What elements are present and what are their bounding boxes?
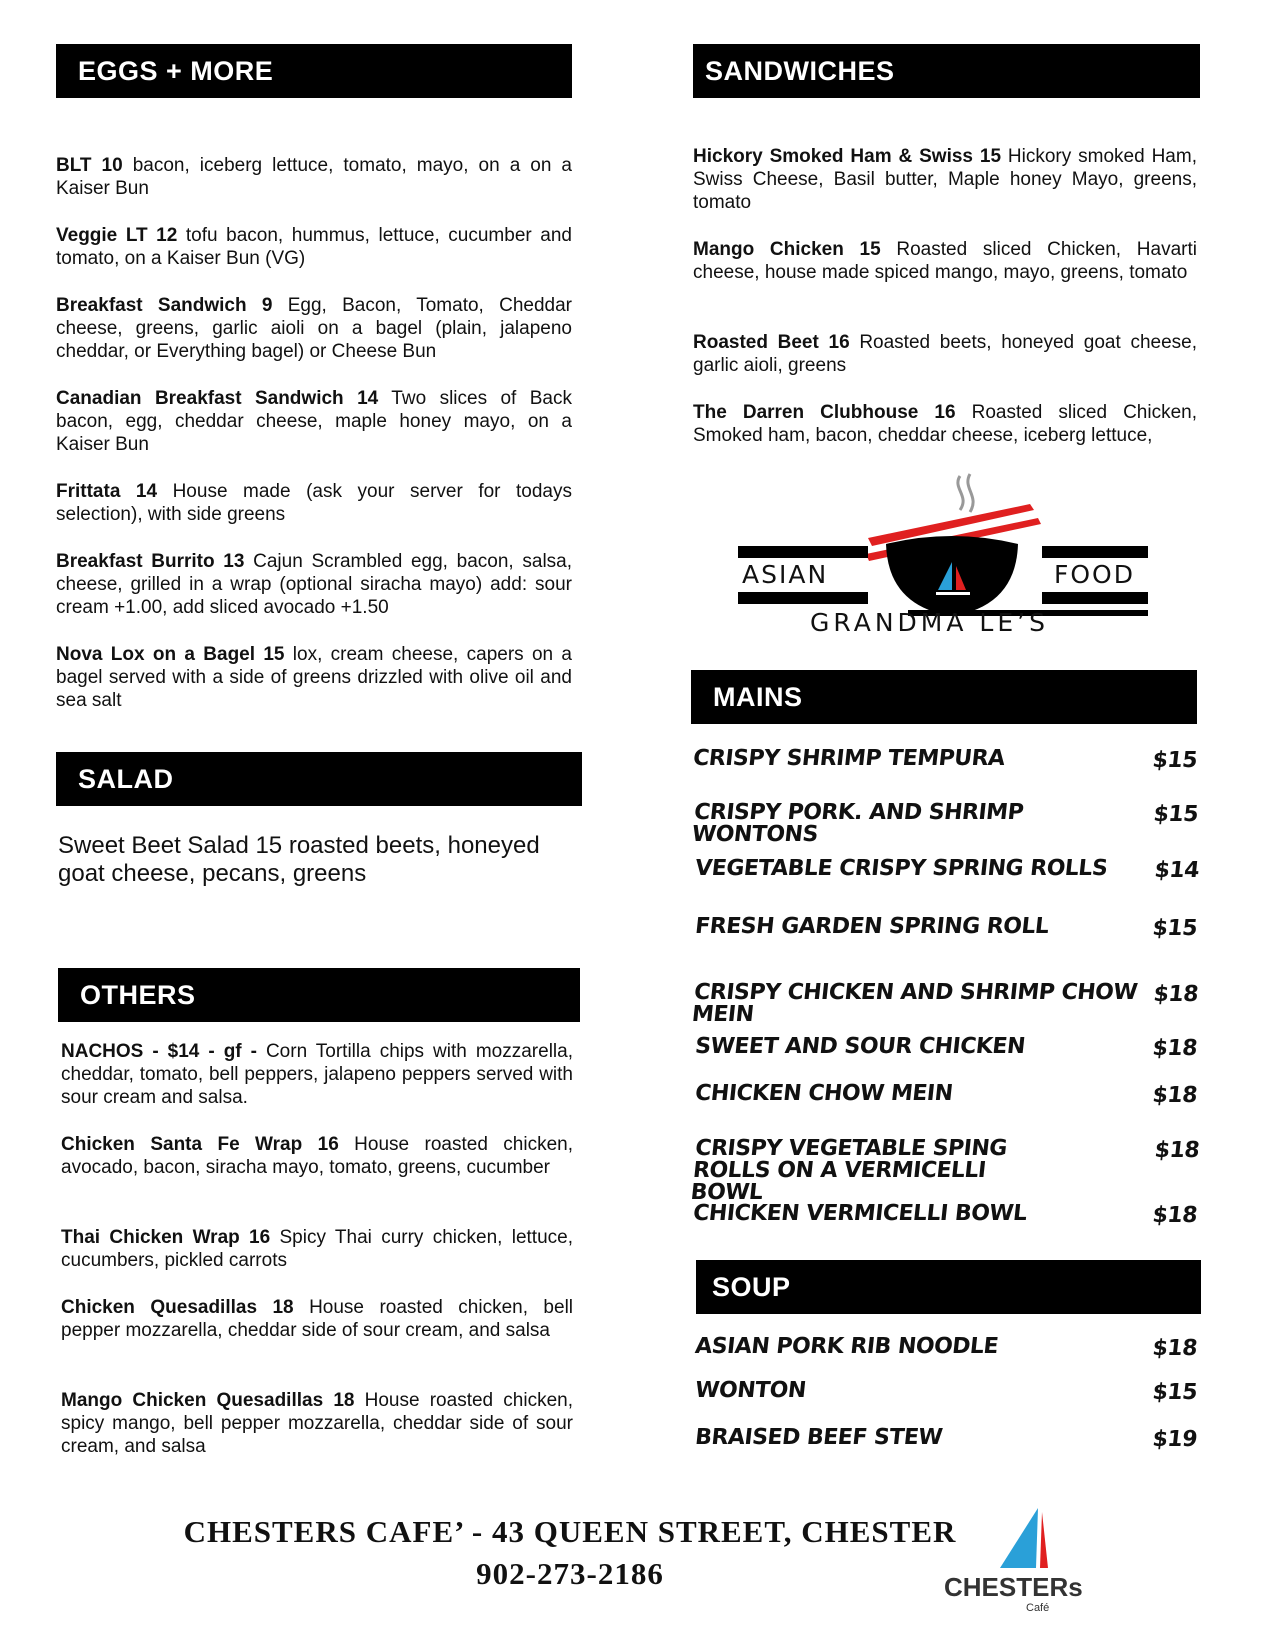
chesters-brand-sub: Café [1026,1602,1050,1614]
mains-item: CHICKEN VERMICELLI BOWL $18 [691,1201,1199,1228]
chesters-logo [940,1504,1083,1624]
eggs-item: Nova Lox on a Bagel 15 lox, cream cheese, capers on a bagel served with a side of greens drizzled with olive oil and sea salt [56,644,572,711]
eggs-item: Breakfast Burrito 13 Cajun Scrambled egg, bacon, salsa, cheese, grilled in a wrap (optional siracha mayo) add: sour cream +1.00, add sliced avocado +1.50 [56,551,573,618]
mains-item: CHICKEN CHOW MEIN $18 [693,1081,1199,1108]
eggs-item: Veggie LT 12 tofu bacon, hummus, lettuce, cucumber and tomato, on a Kaiser Bun (VG) [56,225,572,269]
mains-item: CRISPY PORK. AND SHRIMP WONTONS $15 [690,800,1200,847]
mains-header [691,670,1197,724]
eggs-item: BLT 10 bacon, iceberg lettuce, tomato, mayo, on a on a Kaiser Bun [56,155,573,199]
sailboat-icon [940,1504,1070,1574]
others-item: NACHOS - $14 - gf - Corn Tortilla chips with mozzarella, cheddar, tomato, bell peppers, jalapeno peppers served with sour cream and salsa. [61,1041,573,1108]
eggs-item: Breakfast Sandwich 9 Egg, Bacon, Tomato, Cheddar cheese, greens, garlic aioli on a bagel (plain, jalapeno cheddar, or Everything bagel) or Cheese Bun [56,295,572,362]
sandwich-item: Mango Chicken 15 Roasted sliced Chicken, Havarti cheese, house made spiced mango, mayo, greens, tomato [693,239,1197,283]
logo-bottom-text: GRANDMA LE’S [810,608,1049,637]
soup-item: WONTON $15 [693,1378,1199,1405]
sandwiches-title: SANDWICHES [705,55,895,86]
mains-item: VEGETABLE CRISPY SPRING ROLLS $14 [693,856,1201,883]
mains-item: SWEET AND SOUR CHICKEN $18 [693,1034,1199,1061]
soup-item: ASIAN PORK RIB NOODLE $18 [693,1334,1199,1361]
sandwich-item: Roasted Beet 16 Roasted beets, honeyed goat cheese, garlic aioli, greens [693,332,1197,376]
chesters-brand: CHESTERs [944,1572,1083,1602]
others-item: Thai Chicken Wrap 16 Spicy Thai curry chicken, lettuce, cucumbers, pickled carrots [61,1227,573,1271]
mains-item: CRISPY SHRIMP TEMPURA $15 [691,746,1199,773]
eggs-header [56,44,572,98]
logo-right-text: FOOD [1054,560,1135,589]
salad-header [56,752,582,806]
mains-title: MAINS [713,681,803,712]
soup-title: SOUP [712,1271,791,1302]
salad-title: SALAD [78,763,174,794]
soup-item: BRAISED BEEF STEW $19 [693,1425,1199,1452]
footer-phone: 902-273-2186 [476,1556,664,1591]
others-item: Chicken Quesadillas 18 House roasted chicken, bell pepper mozzarella, cheddar side of sour cream, and salsa [61,1297,574,1341]
eggs-title: EGGS + MORE [78,55,274,86]
grandma-les-logo [738,466,1148,646]
soup-header [696,1260,1201,1314]
eggs-item: Canadian Breakfast Sandwich 14 Two slices of Back bacon, egg, cheddar cheese, maple honey mayo, on a Kaiser Bun [56,388,573,455]
mains-item: CRISPY VEGETABLE SPING ROLLS ON A VERMICELLI BOWL $18 [689,1136,1201,1205]
others-title: OTHERS [80,979,196,1010]
others-header [58,968,580,1022]
salad-text: Sweet Beet Salad 15 roasted beets, honeyed goat cheese, pecans, greens [58,832,540,887]
sandwich-item: The Darren Clubhouse 16 Roasted sliced Chicken, Smoked ham, bacon, cheddar cheese, iceberg lettuce, [693,402,1197,446]
mains-item: FRESH GARDEN SPRING ROLL $15 [693,914,1199,941]
mains-item: CRISPY CHICKEN AND SHRIMP CHOW MEIN $18 [690,980,1200,1027]
footer-address: CHESTERS CAFE’ - 43 QUEEN STREET, CHESTER [183,1514,957,1549]
others-item: Chicken Santa Fe Wrap 16 House roasted chicken, avocado, bacon, siracha mayo, tomato, greens, cucumber [61,1134,573,1178]
others-item: Mango Chicken Quesadillas 18 House roasted chicken, spicy mango, bell pepper mozzarella, cheddar side of sour cream, and salsa [61,1390,573,1457]
eggs-item: Frittata 14 House made (ask your server for todays selection), with side greens [56,481,572,525]
sandwiches-header [693,44,1200,98]
sandwich-item: Hickory Smoked Ham & Swiss 15 Hickory smoked Ham, Swiss Cheese, Basil butter, Maple honey Mayo, greens, tomato [693,146,1197,213]
logo-left-text: ASIAN [742,560,829,589]
